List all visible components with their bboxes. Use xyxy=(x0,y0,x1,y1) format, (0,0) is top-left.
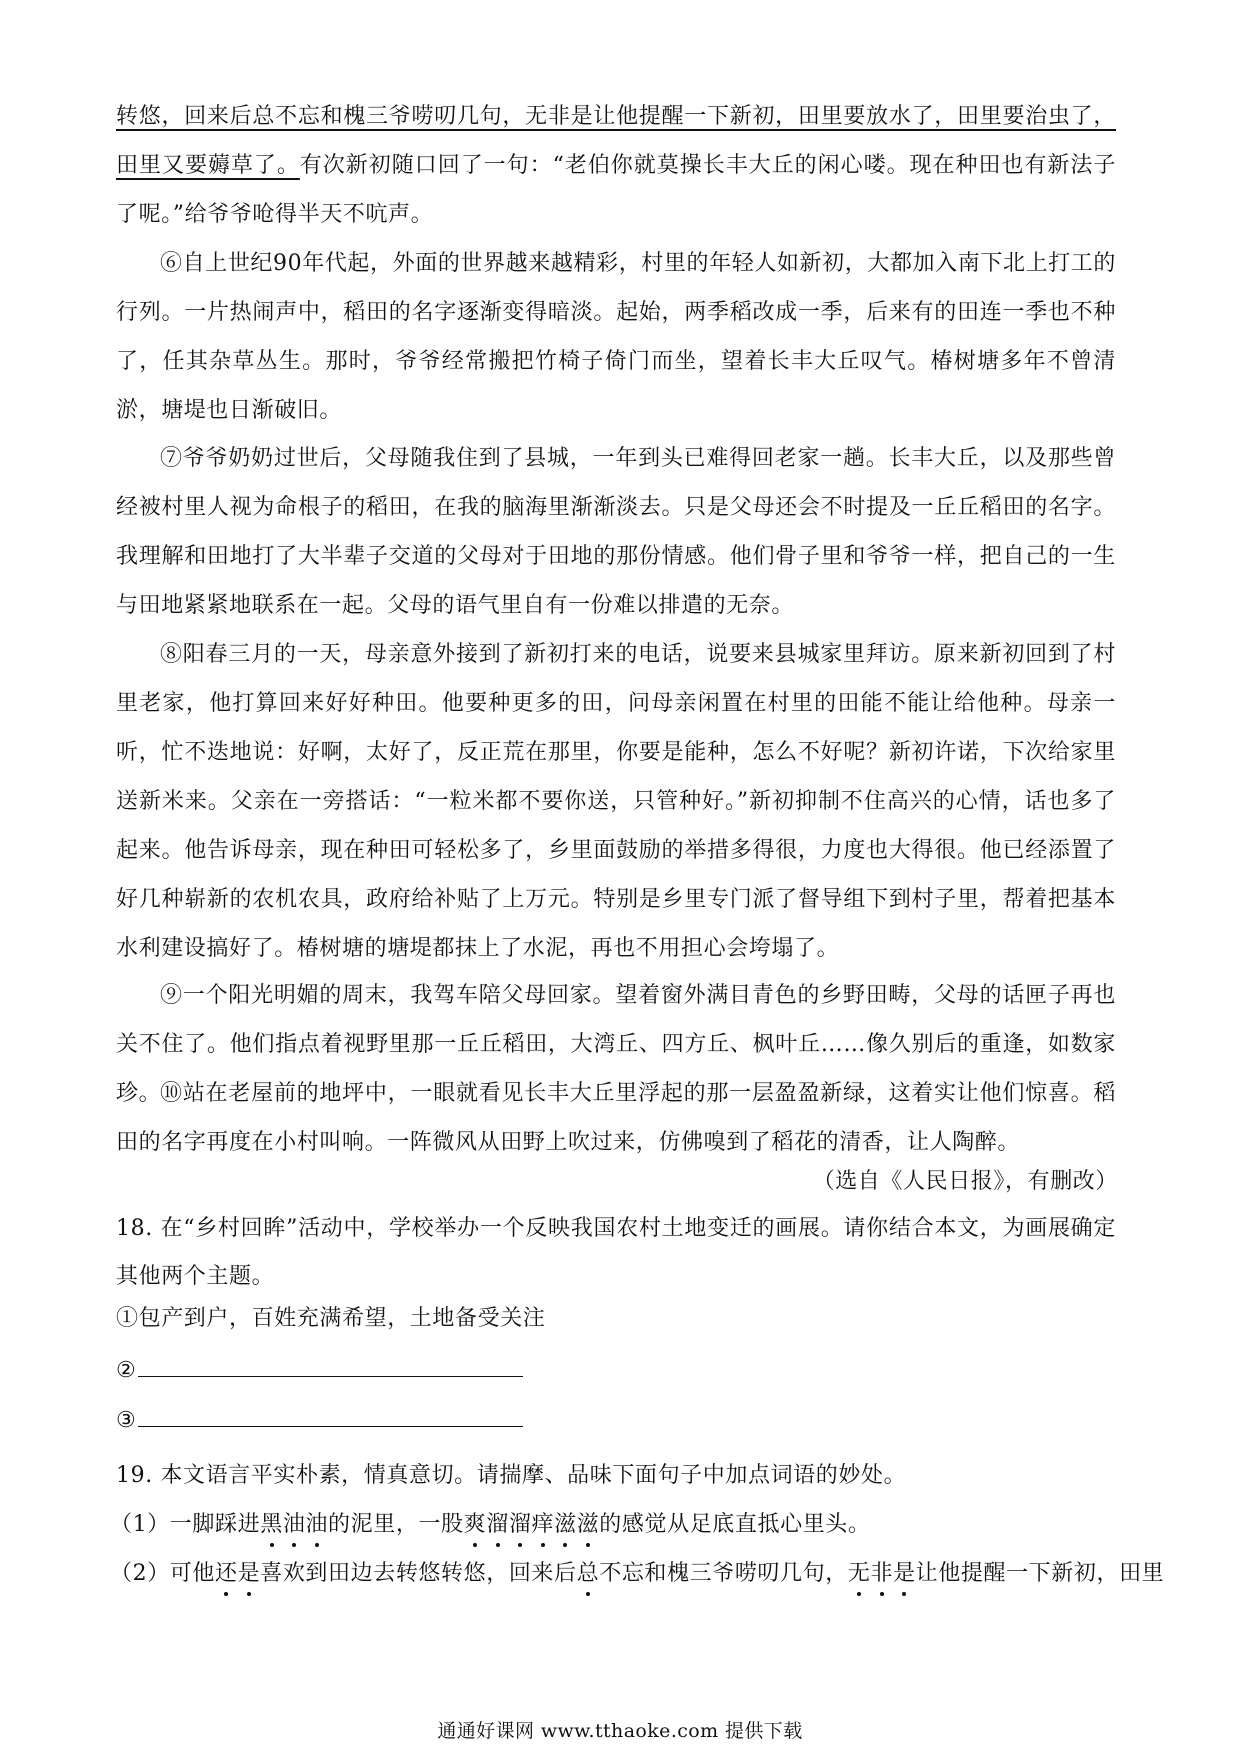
s2-part-e: 不忘和槐三爷唠叨几句， xyxy=(599,1561,848,1586)
dotted-word-heiyouyou: 黑油油 xyxy=(260,1512,328,1537)
item-3-marker: ③ xyxy=(116,1408,137,1433)
paragraph-10: ⑩站在老屋前的地坪中，一眼就看见长丰大丘里浮起的那一层盈盈新绿，这着实让他们惊喜。稻田的名字再度在小村叫响。一阵微风从田野上吹过来，仿佛嗅到了稻花的清香，让人陶醉。 xyxy=(116,1081,1116,1155)
paragraph-9: ⑨一个阳光明媚的周末，我驾车陪父母回家。望着窗外满目青色的乡野田畴，父母的话匣子再也关不住了。他们指点着视野里那一丘丘稻田，大湾丘、四方丘、枫叶丘……像久别后的重逢，如数家珍。 xyxy=(116,983,1116,1106)
dotted-word-zong: 总 xyxy=(577,1561,600,1586)
question-18-item-1: ①包产到户，百姓充满希望，土地备受关注 xyxy=(116,1306,546,1331)
s1-part-e: 的感觉从足底直抵心里头。 xyxy=(599,1512,871,1537)
question-18-stem: 18. 在“乡村回眸”活动中，学校举办一个反映我国农村土地变迁的画展。请你结合本文，为画展确定其他两个主题。 xyxy=(116,1216,1116,1289)
dotted-word-shuangliuliu: 爽溜溜痒滋滋 xyxy=(464,1512,600,1537)
s2-part-c: 喜欢到田边去转悠转悠，回来后 xyxy=(260,1561,577,1586)
dotted-word-haishi: 还是 xyxy=(215,1561,260,1586)
dotted-word-wufeishi: 无非是 xyxy=(848,1561,916,1586)
underlined-sentence: 转悠，回来后总不忘和槐三爷唠叨几句，无非是让他提醒一下新初，田里要放水了，田里要治虫了，田里又要薅草了。 xyxy=(116,104,1116,178)
question-19-sentence-1 xyxy=(110,1510,871,1540)
s2-part-a: （2）可他 xyxy=(110,1561,215,1586)
question-18-item-3 xyxy=(116,1404,523,1436)
question-18-item-2 xyxy=(116,1354,523,1386)
answer-blank-2[interactable] xyxy=(138,1354,523,1377)
s1-part-a: （1）一脚踩进 xyxy=(110,1512,261,1537)
page-footer[interactable]: 通通好课网 www.tthaoke.com 提供下载 xyxy=(437,1720,803,1742)
paragraph-5-continued xyxy=(116,92,1116,239)
answer-blank-3[interactable] xyxy=(138,1404,523,1427)
question-19-stem: 19. 本文语言平实朴素，情真意切。请揣摩、品味下面句子中加点词语的妙处。 xyxy=(116,1463,907,1488)
s2-part-g: 让他提醒一下新初，田里 xyxy=(915,1561,1165,1586)
paragraph-7: ⑦爷爷奶奶过世后，父母随我住到了县城，一年到头已难得回老家一趟。长丰大丘，以及那些曾经被村里人视为命根子的稻田，在我的脑海里渐渐淡去。只是父母还会不时提及一丘丘稻田的名字。我理解和田地打了大半辈子交道的父母对于田地的那份情感。他们骨子里和爷爷一样，把自己的一生与田地紧紧地联系在一起。父母的语气里自有一份难以排遣的无奈。 xyxy=(116,446,1116,618)
item-2-marker: ② xyxy=(116,1358,137,1383)
paragraph-8: ⑧阳春三月的一天，母亲意外接到了新初打来的电话，说要来县城家里拜访。原来新初回到了村里老家，他打算回来好好种田。他要种更多的田，问母亲闲置在村里的田能不能让给他种。母亲一听，忙不迭地说：好啊，太好了，反正荒在那里，你要是能种，怎么不好呢？新初许诺，下次给家里送新米来。父亲在一旁搭话：“一粒米都不要你送，只管种好。”新初抑制不住高兴的心情，话也多了起来。他告诉母亲，现在种田可轻松多了，乡里面鼓励的举措多得很，力度也大得很。他已经添置了好几种崭新的农机农具，政府给补贴了上万元。特别是乡里专门派了督导组下到村子里，帮着把基本水利建设搞好了。椿树塘的塘堤都抹上了水泥，再也不用担心会垮塌了。 xyxy=(116,642,1116,961)
question-19-sentence-2 xyxy=(110,1559,1164,1589)
source-citation: （选自《人民日报》，有删改） xyxy=(812,1169,1118,1194)
paragraph-6: ⑥自上世纪90年代起，外面的世界越来越精彩，村里的年轻人如新初，大都加入南下北上打工的行列。一片热闹声中，稻田的名字逐渐变得暗淡。起始，两季稻改成一季，后来有的田连一季也不种了，任其杂草丛生。那时，爷爷经常搬把竹椅子倚门而坐，望着长丰大丘叹气。椿树塘多年不曾清淤，塘堤也日渐破旧。 xyxy=(116,251,1116,423)
paragraph-5-rest: 有次新初随口回了一句：“老伯你就莫操长丰大丘的闲心喽。现在种田也有新法子了呢。”给爷爷呛得半天不吭声。 xyxy=(116,153,1116,227)
s1-part-c: 的泥里，一股 xyxy=(328,1512,464,1537)
